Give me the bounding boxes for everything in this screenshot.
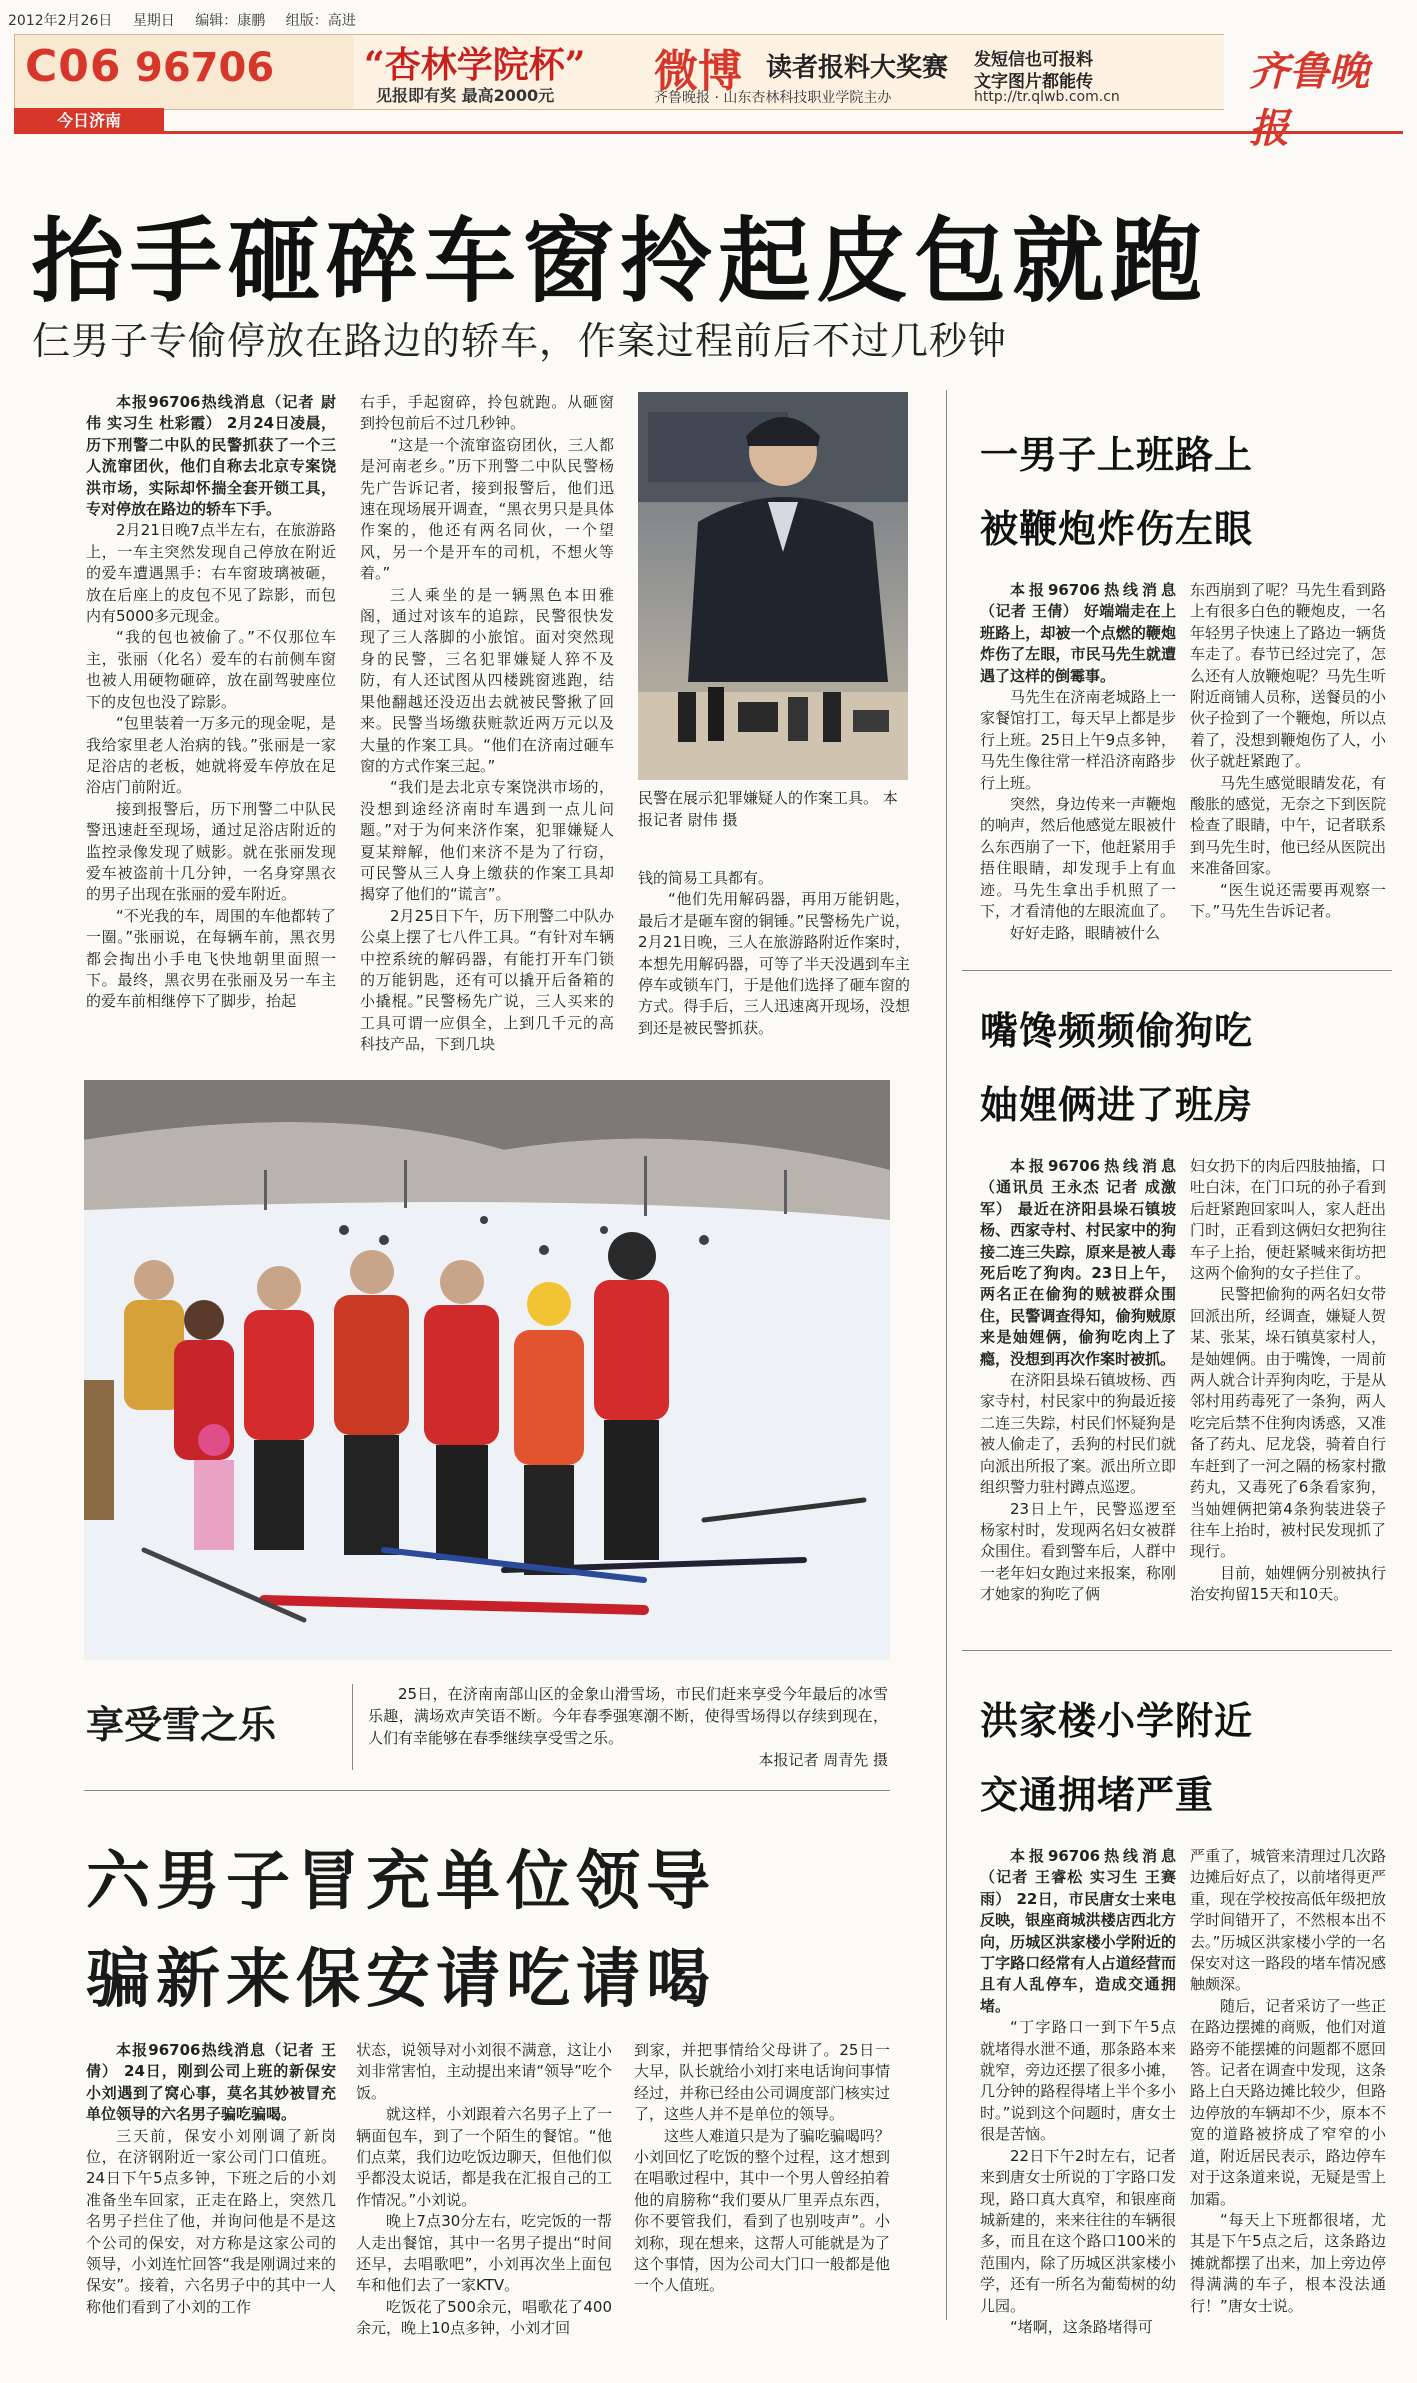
paragraph: 马先生在济南老城路上一家餐馆打工，每天早上都是步行上班。25日上午9点多钟，马先生像往常一样沿济南路步行上班。 <box>980 688 1176 792</box>
story2-column-1 <box>980 580 1176 960</box>
paragraph: 目前，妯娌俩分别被执行治安拘留15天和10天。 <box>1190 1563 1386 1604</box>
snow-photo-credit: 本报记者 周青先 摄 <box>758 1751 888 1769</box>
story5-column-3 <box>634 2040 890 2360</box>
story-divider <box>84 1790 890 1791</box>
paragraph: 2月25日下午，历下刑警二中队办公桌上摆了七八件工具。“有针对车辆中控系统的解码器，有能打开车门锁的万能钥匙，还有可以撬开后备箱的小撬棍。”民警杨先广说，三人买来的工具可谓一应俱全，上到几千元的高科技产品，下到几块 <box>360 906 614 1054</box>
paragraph: 在济阳县垛石镇坡杨、西家寺村，村民家中的狗最近接二连三失踪，村民们怀疑狗是被人偷走了，丢狗的村民们就向派出所报了案。派出所立即组织警力驻村蹲点巡逻。 <box>980 1371 1176 1497</box>
paragraph: 就这样，小刘跟着六名男子上了一辆面包车，到了一个陌生的餐馆。“他们点菜，我们边吃饭边聊天，但他们似乎都没太说话，都是我在汇报自己的工作情况。”小刘说。 <box>356 2105 612 2209</box>
promo-banner <box>354 34 1224 110</box>
story-divider <box>962 970 1392 971</box>
story2-headline-2: 被鞭炮炸伤左眼 <box>980 506 1254 551</box>
lead-paragraph: 本报96706热线消息（记者 尉伟 实习生 杜彩霞） 2月24日凌晨，历下刑警二中队的民警抓获了一个三人流窜团伙，他们自称去北京专案饶洪市场，实际却怀揣全套开锁工具，专对停放在路边的轿车下手。 <box>86 393 336 519</box>
paragraph: 这些人难道只是为了骗吃骗喝吗？小刘回忆了吃饭的整个过程，这才想到在唱歌过程中，其中一个男人曾经拍着他的肩膀称“我们要从厂里弄点东西，你不要管我们，看到了也别吱声”。小刘称，现在想来，这帮人可能就是为了这个事情，因为公司大门口一般都是他一个人值班。 <box>634 2126 890 2295</box>
story5-column-1 <box>86 2040 336 2360</box>
paragraph: 东西崩到了呢？马先生看到路上有很多白色的鞭炮皮，一名年轻男子快速上了路边一辆货车走了。春节已经过完了，怎么还有人放鞭炮呢？马先生听附近商铺人员称，送餐员的小伙子捡到了一个鞭炮，所以点着了，没想到鞭炮伤了人，小伙子就赶紧跑了。 <box>1190 581 1386 771</box>
paragraph: “不光我的车，周围的车他都转了一圈。”张丽说，在每辆车前，黑衣男都会掏出小手电飞快地朝里面照一下。最终，黑衣男在张丽及另一车主的爱车前相继停下了脚步，抬起 <box>86 906 336 1011</box>
story4-headline-1: 洪家楼小学附近 <box>980 1698 1254 1743</box>
weekday: 星期日 <box>132 13 175 29</box>
page-code: C06 <box>25 41 122 92</box>
paragraph: 到家，并把事情给父母讲了。25日一大早，队长就给小刘打来电话询问事情经过，并称已经由公司调度部门核实过了，这些人并不是单位的领导。 <box>634 2041 890 2124</box>
snow-photo-title: 享受雪之乐 <box>86 1702 277 1747</box>
promo-main: 读者报料大奖赛 <box>766 53 949 83</box>
police-photo <box>638 392 908 780</box>
promo-host: 齐鲁晚报 · 山东杏林科技职业学院主办 <box>654 90 892 106</box>
date: 2012年2月26日 <box>8 13 113 29</box>
paragraph: 右手，手起窗碎，拎包就跑。从砸窗到拎包前后不过几秒钟。 <box>360 393 614 433</box>
promo-subtitle: 见报即有奖 最高2000元 <box>376 86 555 105</box>
caption-divider <box>352 1684 353 1770</box>
paragraph: 2月21日晚7点半左右，在旅游路上，一车主突然发现自己停放在附近的爱车遭遇黑手：右车窗玻璃被砸，放在后座上的皮包不见了踪影，而包内有5000多元现金。 <box>86 521 336 626</box>
paragraph: 22日下午2时左右，记者来到唐女士所说的丁字路口发现，路口真大真窄，和银座商城新建的，来来往往的车辆很多，而且在这个路口100米的范围内，除了历城区洪家楼小学，还有一所名为葡萄树的幼儿园。 <box>980 2146 1176 2315</box>
promo-url[interactable]: http://tr.qlwb.com.cn <box>974 89 1120 105</box>
paragraph: 妇女扔下的肉后四肢抽搐，口吐白沫，在门口玩的孙子看到后赶紧跑回家叫人，家人赶出门时，正看到这俩妇女把狗往车子上抬，便赶紧喊来街坊把这两个偷狗的女子拦住了。 <box>1190 1157 1386 1283</box>
snow-photo-caption <box>368 1683 888 1771</box>
lead-paragraph: 本报96706热线消息（通讯员 王永杰 记者 成激军） 最近在济阳县垛石镇坡杨、西家寺村、村民家中的狗接二连三失踪，原来是被人毒死后吃了狗肉。23日上午，两名正在偷狗的贼被群众围住，民警调查得知，偷狗贼原来是妯娌俩，偷狗吃肉上了瘾，没想到再次作案时被抓。 <box>980 1157 1176 1368</box>
paragraph: 钱的简易工具都有。 <box>638 869 774 887</box>
ski-resort-photo <box>84 1080 890 1660</box>
paragraph: 突然，身边传来一声鞭炮的响声，然后他感觉左眼被什么东西崩了一下，他赶紧用手捂住眼睛，却发现手上有血迹。马先生拿出手机照了一下，才看清他的左眼流血了。 <box>980 795 1176 921</box>
story3-headline-2: 妯娌俩进了班房 <box>980 1082 1254 1127</box>
lead-paragraph: 本报96706热线消息（记者 王倩） 好端端走在上班路上，却被一个点燃的鞭炮炸伤了左眼，市民马先生就遭遇了这样的倒霉事。 <box>980 581 1176 685</box>
story-divider <box>962 1650 1392 1651</box>
paragraph: “丁字路口一到下午5点就堵得水泄不通，那条路本来就窄，旁边还摆了很多小摊，几分钟的路程得堵上半个多小时。”说到这个问题时，唐女士很是苦恼。 <box>980 2018 1176 2144</box>
paragraph: 随后，记者采访了一些正在路边摆摊的商贩，他们对道路旁不能摆摊的问题都不愿回答。记者在调查中发现，这条路上白天路边摊比较少，但路边停放的车辆却不少，原本不宽的道路被挤成了窄窄的小道，附近居民表示，路边停车对于这条道来说，无疑是雪上加霜。 <box>1190 1996 1386 2208</box>
lead-paragraph: 本报96706热线消息（记者 王倩） 24日，刚到公司上班的新保安小刘遇到了窝心事，莫名其妙被冒充单位领导的六名男子骗吃骗喝。 <box>86 2041 336 2124</box>
paragraph: 状态，说领导对小刘很不满意，这让小刘非常害怕，主动提出来请“领导”吃个饭。 <box>356 2041 612 2102</box>
photo-caption: 民警在展示犯罪嫌疑人的作案工具。 本报记者 尉伟 摄 <box>638 789 898 829</box>
paragraph: 好好走路，眼睛被什么 <box>1010 923 1161 942</box>
page-code-box <box>14 34 356 110</box>
promo-upload: 文字图片都能传 <box>974 72 1093 92</box>
lead-column-3 <box>638 868 910 1064</box>
story3-column-2 <box>1190 1156 1386 1636</box>
lead-headline: 抬手砸碎车窗拎起皮包就跑 <box>32 207 1209 315</box>
paragraph: “我们是去北京专案饶洪市场的，没想到途经济南时车遇到一点儿问题。”对于为何来济作案，犯罪嫌疑人夏某辩解，他们来济不是为了行窃，可民警从三人身上缴获的作案工具却揭穿了他们的“谎言”。 <box>360 778 614 904</box>
story2-headline-1: 一男子上班路上 <box>980 432 1254 477</box>
paragraph: 23日上午，民警巡逻至杨家村时，发现两名妇女被群众围住。看到警车后，人群中一老年妇女跑过来报案，称刚才她家的狗吃了俩 <box>980 1499 1176 1604</box>
paragraph: 马先生感觉眼睛发花，有酸胀的感觉，无奈之下到医院检查了眼睛，中午，记者联系到马先生时，他已经从医院出来准备回家。 <box>1190 773 1386 878</box>
paragraph: 严重了，城管来清理过几次路边摊后好点了，以前堵得更严重，现在学校按高低年级把放学时间错开了，不然根本出不去。”历城区洪家楼小学的一名保安对这一路段的堵车情况感触颇深。 <box>1190 1847 1386 1994</box>
story4-column-2 <box>1190 1846 1386 2346</box>
layout-credit: 组版：高进 <box>285 13 356 29</box>
masthead <box>14 34 1403 152</box>
snow-caption-text: 25日，在济南南部山区的金象山滑雪场，市民们赶来享受今年最后的冰雪乐趣，满场欢声笑语不断。今年春季强寒潮不断，使得雪场得以存续到现在，人们有幸能够在春季继续享受雪之乐。 <box>368 1685 888 1747</box>
paragraph: “我的包也被偷了。”不仅那位车主，张丽（化名）爱车的右前侧车窗也被人用硬物砸碎，放在副驾驶座位下的皮包也没了踪影。 <box>86 628 336 711</box>
story4-headline-2: 交通拥堵严重 <box>980 1772 1215 1817</box>
lead-column-1 <box>86 392 336 1062</box>
story5-headline-2: 骗新来保安请吃请喝 <box>86 1942 716 2017</box>
weibo-logo: 微博 <box>654 46 742 97</box>
dateline <box>8 10 372 30</box>
paragraph: 晚上7点30分左右，吃完饭的一帮人走出餐馆，其中一名男子提出“时间还早，去唱歌吧”，小刘再次坐上面包车和他们去了一家KTV。 <box>356 2212 612 2295</box>
promo-sms: 发短信也可报料 <box>974 50 1093 70</box>
masthead-rule <box>164 131 1403 134</box>
newspaper-logo: 齐鲁晚报 <box>1249 48 1369 152</box>
lead-subheadline: 仨男子专偷停放在路边的轿车，作案过程前后不过几秒钟 <box>32 319 1008 363</box>
paragraph: “医生说还需要再观察一下。”马先生告诉记者。 <box>1190 880 1386 921</box>
paragraph: “堵啊，这条路堵得可 <box>1010 2317 1153 2336</box>
section-tab: 今日济南 <box>14 108 164 134</box>
paragraph: “这是一个流窜盗窃团伙，三人都是河南老乡。”历下刑警二中队民警杨先广告诉记者，接到报警后，他们迅速在现场展开调查，“黑衣男只是具体作案的，他还有两名同伙，一个望风，另一个是开车的司机，不想火等着。” <box>360 435 614 583</box>
story5-headline-1: 六男子冒充单位领导 <box>86 1844 716 1919</box>
story3-headline-1: 嘴馋频频偷狗吃 <box>980 1008 1254 1053</box>
editor: 编辑：康鹏 <box>195 13 266 29</box>
lead-column-2 <box>360 392 614 1062</box>
paragraph: 吃饭花了500余元，唱歌花了400余元，晚上10点多钟，小刘才回 <box>356 2297 612 2338</box>
paragraph: “每天上下班都很堵，尤其是下午5点之后，这条路边摊就都摆了出来，加上旁边停得满满的车子，根本没法通行！”唐女士说。 <box>1190 2210 1386 2315</box>
paragraph: 三人乘坐的是一辆黑色本田雅阁，通过对该车的追踪，民警很快发现了三人落脚的小旅馆。面对突然现身的民警，三名犯罪嫌疑人猝不及防，有人还试图从四楼跳窗逃跑，结果他翻越还没迈出去就被民警揪了回来。民警当场缴获赃款近两万元以及大量的作案工具。“他们在济南过砸车窗的方式作案三起。” <box>360 585 614 775</box>
paragraph: 接到报警后，历下刑警二中队民警迅速赶至现场，通过足浴店附近的监控录像发现了贼影。就在张丽发现爱车被盗前十几分钟，一名身穿黑衣的男子出现在张丽的爱车附近。 <box>86 799 336 904</box>
paragraph: “他们先用解码器，再用万能钥匙，最后才是砸车窗的铜锤。”民警杨先广说，2月21日晚，三人在旅游路附近作案时，本想先用解码器，可等了半天没遇到车主停车或锁车门，于是他们选择了砸车窗的方式。得手后，三人迅速离开现场，没想到还是被民警抓获。 <box>638 890 910 1037</box>
promo-title: “杏林学院杯” <box>364 44 586 86</box>
hotline-number: 96706 <box>135 45 275 91</box>
paragraph: 民警把偷狗的两名妇女带回派出所，经调查，嫌疑人贺某、张某，垛石镇莫家村人，是妯娌俩。由于嘴馋，一周前两人就合计弄狗肉吃，于是从邻村用药毒死了一条狗，两人吃完后禁不住狗肉诱惑，又准备了药丸、尼龙袋，骑着自行车赶到了一河之隔的杨家村撒药丸，又毒死了6条看家狗，当妯娌俩把第4条狗装进袋子往车上抬时，被村民发现抓了现行。 <box>1190 1285 1386 1561</box>
paragraph: “包里装着一万多元的现金呢，是我给家里老人治病的钱。”张丽是一家足浴店的老板，她就将爱车停放在足浴店门前附近。 <box>86 714 336 797</box>
story4-column-1 <box>980 1846 1176 2346</box>
story3-column-1 <box>980 1156 1176 1636</box>
story2-column-2 <box>1190 580 1386 960</box>
paragraph: 三天前，保安小刘刚调了新岗位，在济钢附近一家公司门口值班。24日下午5点多钟，下班之后的小刘准备坐车回家，正走在路上，突然几名男子拦住了他，并询问他是不是这个公司的保安，对方称是这家公司的领导，小刘连忙回答“我是刚调过来的保安”。接着，六名男子中的其中一人称他们看到了小刘的工作 <box>86 2126 336 2316</box>
column-divider <box>946 390 947 2320</box>
lead-paragraph: 本报96706热线消息（记者 王睿松 实习生 王赛雨） 22日，市民唐女士来电反映，银座商城洪楼店西北方向，历城区洪家楼小学附近的丁字路口经常有人占道经营而且有人乱停车，造成交通拥堵。 <box>980 1847 1176 2015</box>
story5-column-2 <box>356 2040 612 2360</box>
